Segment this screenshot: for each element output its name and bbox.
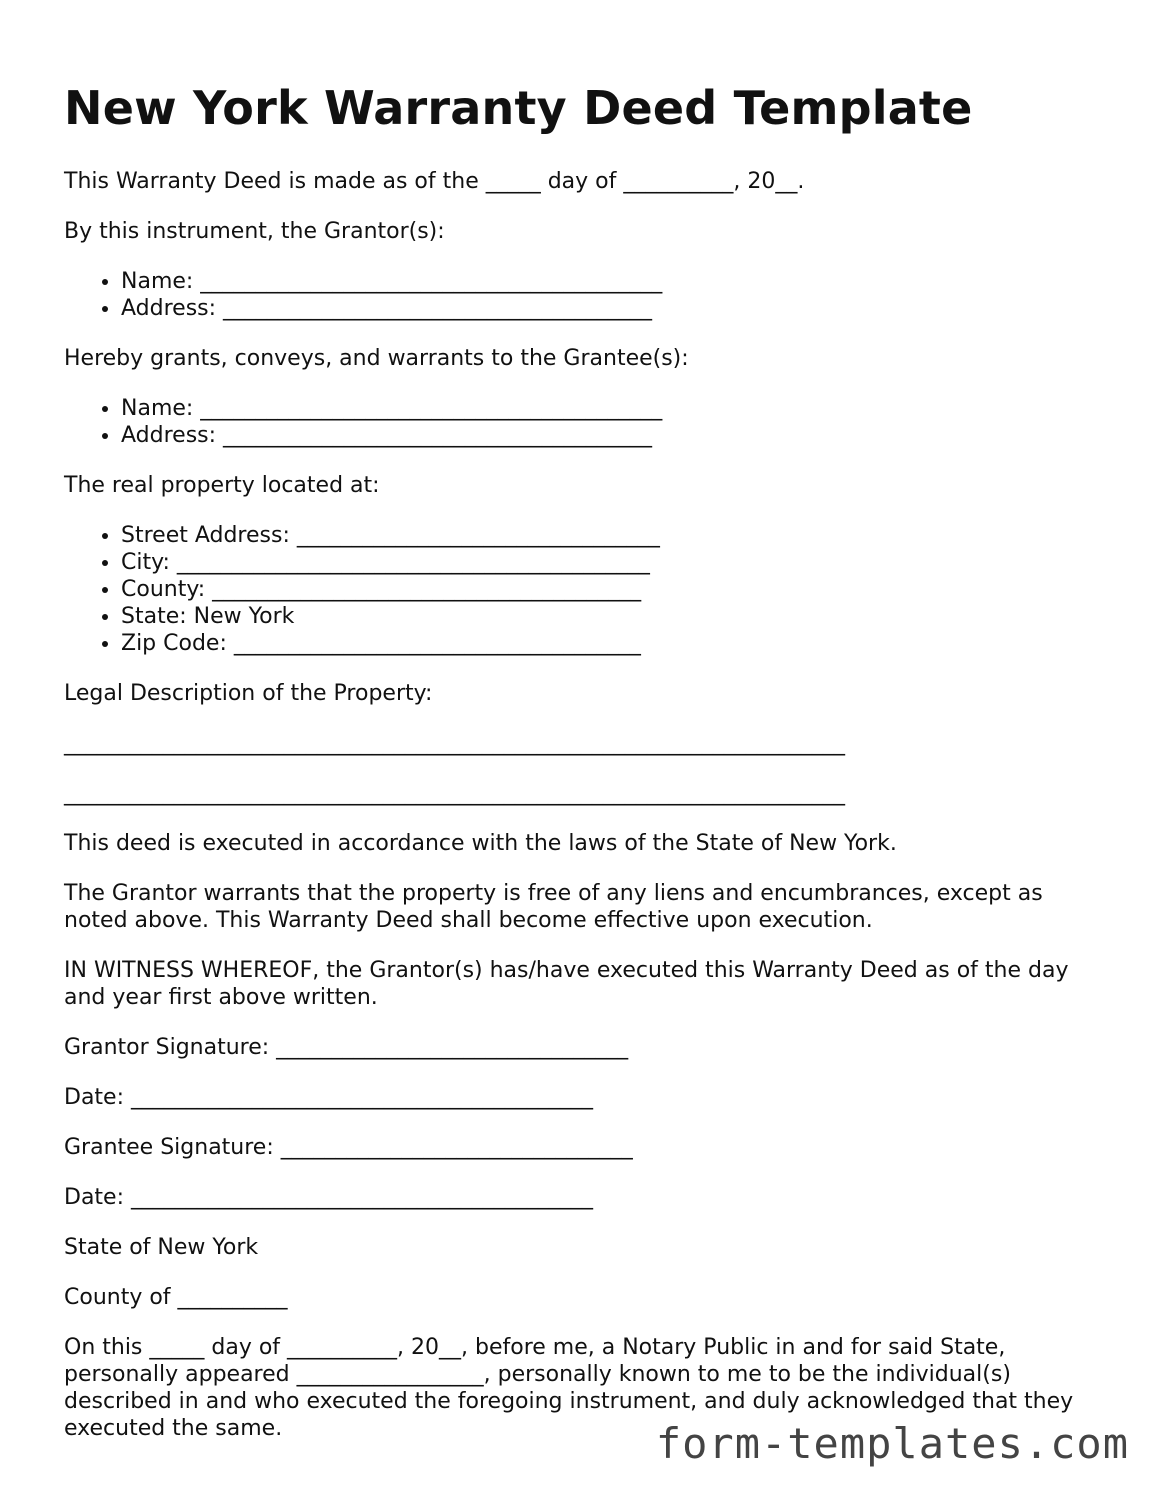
property-city-field: • City: ___________________________________________ xyxy=(121,549,1104,576)
page-title: New York Warranty Deed Template xyxy=(64,81,973,135)
watermark-logo: form-templates.com xyxy=(655,1419,1129,1468)
grantor-signature-line: Grantor Signature: ________________________________ xyxy=(64,1035,629,1060)
property-state-field: • State: New York xyxy=(121,603,1104,630)
legal-description-line-1: _______________________________________________________________________ xyxy=(64,731,845,756)
state-line: State of New York xyxy=(64,1235,259,1260)
legal-description-line-2: _______________________________________________________________________ xyxy=(64,781,845,806)
document-page xyxy=(64,78,1104,1465)
property-zip-field: • Zip Code: _____________________________________ xyxy=(121,630,1104,657)
grantee-heading: Hereby grants, conveys, and warrants to the Grantee(s): xyxy=(64,346,689,371)
property-list xyxy=(64,522,1104,657)
intro-paragraph: This Warranty Deed is made as of the _____ day of __________, 20__. xyxy=(64,169,805,194)
grantor-address-field: • Address: _______________________________________ xyxy=(121,295,1104,322)
grantor-date-line: Date: __________________________________________ xyxy=(64,1085,593,1110)
grantor-heading: By this instrument, the Grantor(s): xyxy=(64,219,445,244)
grantee-date-line: Date: __________________________________________ xyxy=(64,1185,593,1210)
notary-paragraph: On this _____ day of __________, 20__, before me, a Notary Public in and for said State, personally appeared _________________, personally known to me to be the individual(s) described in and who executed the foregoing instrument, and duly acknowledged that they executed the same. xyxy=(64,1335,1081,1441)
property-street-field: • Street Address: _________________________________ xyxy=(121,522,1104,549)
property-heading: The real property located at: xyxy=(64,473,380,498)
executed-paragraph: This deed is executed in accordance with the laws of the State of New York. xyxy=(64,831,897,856)
warrants-paragraph: The Grantor warrants that the property is free of any liens and encumbrances, except as noted above. This Warranty Deed shall become effective upon execution. xyxy=(64,881,1050,933)
property-county-field: • County: _______________________________________ xyxy=(121,576,1104,603)
grantor-list xyxy=(64,268,1104,322)
grantee-name-field: • Name: __________________________________________ xyxy=(121,395,1104,422)
legal-description-heading: Legal Description of the Property: xyxy=(64,681,433,706)
grantor-name-field: • Name: __________________________________________ xyxy=(121,268,1104,295)
county-line: County of __________ xyxy=(64,1285,288,1310)
grantee-address-field: • Address: _______________________________________ xyxy=(121,422,1104,449)
witness-paragraph: IN WITNESS WHEREOF, the Grantor(s) has/have executed this Warranty Deed as of the day and year first above written. xyxy=(64,958,1076,1010)
grantee-list xyxy=(64,395,1104,449)
grantee-signature-line: Grantee Signature: ________________________________ xyxy=(64,1135,633,1160)
